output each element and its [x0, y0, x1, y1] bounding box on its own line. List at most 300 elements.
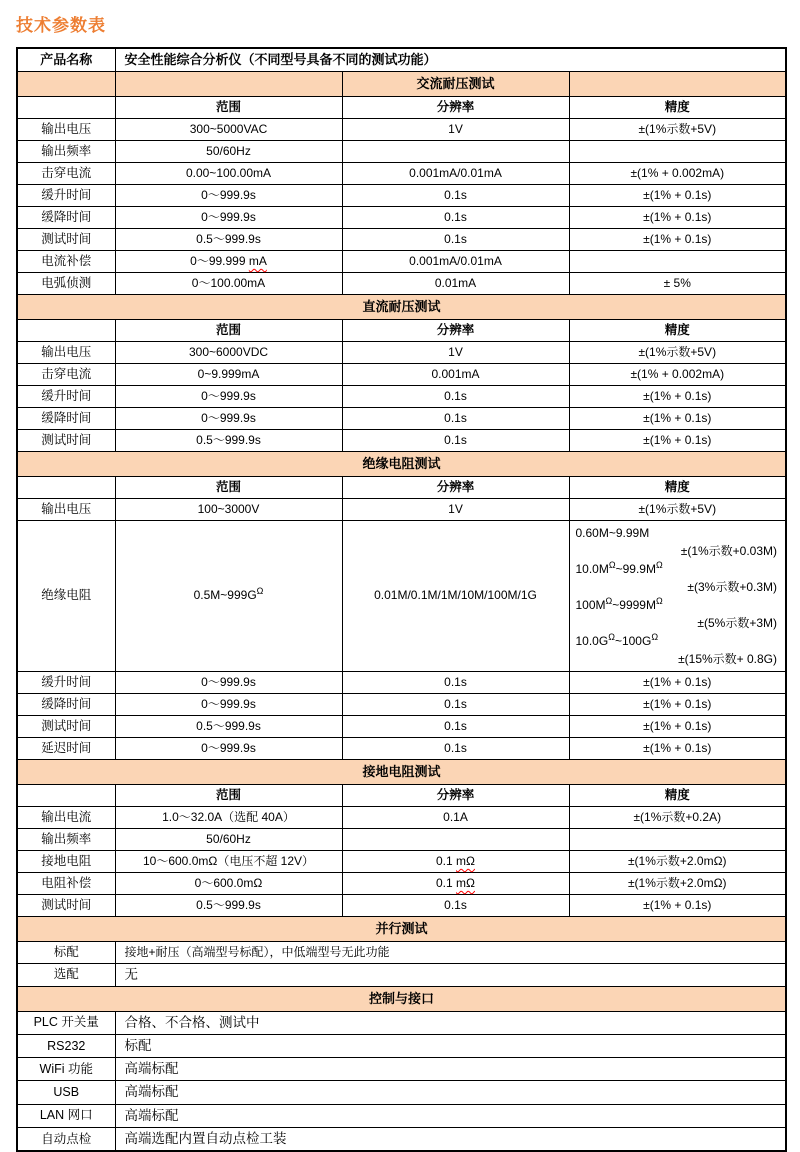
- table-row: [17, 1127, 786, 1151]
- accuracy-cell: [569, 498, 786, 520]
- row-label-cell: [17, 385, 115, 407]
- accuracy-cell: [569, 341, 786, 363]
- text-segment: 缓升时间: [41, 187, 92, 202]
- text-segment: 输出电压: [41, 501, 92, 516]
- column-header-empty: [17, 319, 115, 341]
- text-segment: ±(1%示数+0.2A): [633, 809, 722, 824]
- range-cell: [115, 118, 342, 140]
- table-row: [17, 850, 786, 872]
- row-label-cell: [17, 498, 115, 520]
- table-row: [17, 272, 786, 294]
- resolution-cell: [342, 162, 569, 184]
- resolution-cell: [342, 894, 569, 916]
- row-label-cell: [17, 206, 115, 228]
- text-segment: 0～999.9s: [201, 696, 256, 711]
- text-segment: 测试时间: [41, 718, 92, 733]
- resolution-cell: [342, 498, 569, 520]
- table-row: [17, 806, 786, 828]
- range-cell: [115, 407, 342, 429]
- accuracy-line: [576, 650, 780, 668]
- text-segment: 接地电阻: [41, 853, 92, 868]
- row-label-cell: [17, 140, 115, 162]
- table-row: [17, 1034, 786, 1057]
- row-label-cell: [17, 850, 115, 872]
- accuracy-cell: [569, 894, 786, 916]
- text-segment: ~99.9M: [615, 561, 656, 576]
- text-segment: 测试时间: [41, 432, 92, 447]
- text-segment: 缓升时间: [41, 674, 92, 689]
- section-title: 交流耐压测试: [342, 71, 569, 96]
- accuracy-line: [576, 560, 780, 578]
- row-label-cell: [17, 671, 115, 693]
- table-row: [17, 385, 786, 407]
- text-segment: ±(1%示数+5V): [638, 501, 717, 516]
- accuracy-cell: [569, 385, 786, 407]
- text-segment: 0～99.999: [190, 253, 249, 268]
- table-row: [17, 250, 786, 272]
- kv-label-cell: RS232: [17, 1034, 115, 1057]
- accuracy-cell: [569, 429, 786, 451]
- table-row: [17, 737, 786, 759]
- row-label-cell: [17, 118, 115, 140]
- omega-superscript: Ω: [655, 595, 663, 606]
- table-row: [17, 1011, 786, 1034]
- text-segment: 0.1s: [444, 209, 467, 224]
- text-segment: 0.001mA: [431, 366, 480, 381]
- table-row: [17, 228, 786, 250]
- text-segment: mA: [248, 253, 267, 268]
- resolution-cell: [342, 118, 569, 140]
- column-header: 范围: [115, 319, 342, 341]
- resolution-cell: [342, 850, 569, 872]
- accuracy-cell: [569, 520, 786, 671]
- text-segment: 0.1s: [444, 674, 467, 689]
- column-header: 分辨率: [342, 319, 569, 341]
- text-segment: 10～600.0mΩ（电压不超 12V）: [142, 853, 315, 868]
- column-header: 分辨率: [342, 96, 569, 118]
- row-label-cell: [17, 828, 115, 850]
- accuracy-cell: [569, 184, 786, 206]
- text-segment: 0.00~100.00mA: [185, 165, 272, 180]
- text-segment: 电流补偿: [41, 253, 92, 268]
- text-segment: ±(1%示数+2.0mΩ): [627, 875, 727, 890]
- range-cell: [115, 850, 342, 872]
- text-segment: 绝缘电阻: [41, 588, 92, 603]
- text-segment: 输出电流: [41, 809, 92, 824]
- section-cell-empty: [17, 71, 115, 96]
- row-label-cell: [17, 806, 115, 828]
- accuracy-cell: [569, 228, 786, 250]
- range-cell: [115, 806, 342, 828]
- resolution-cell: [342, 806, 569, 828]
- text-segment: 0.5M~999G: [193, 588, 257, 603]
- kv-label-cell: USB: [17, 1081, 115, 1104]
- accuracy-line: [576, 614, 780, 632]
- text-segment: 0.1s: [444, 388, 467, 403]
- text-segment: 输出频率: [41, 143, 92, 158]
- row-label-cell: [17, 272, 115, 294]
- text-segment: 0.1s: [444, 231, 467, 246]
- row-label-cell: [17, 341, 115, 363]
- resolution-cell: [342, 385, 569, 407]
- text-segment: 0.5～999.9s: [196, 231, 261, 246]
- text-segment: ±(1%示数+2.0mΩ): [627, 853, 727, 868]
- text-segment: ±(1% + 0.1s): [643, 718, 712, 733]
- accuracy-cell: [569, 693, 786, 715]
- text-segment: 0～999.9s: [201, 674, 256, 689]
- section-header-row: [17, 916, 786, 941]
- kv-value-cell: 合格、不合格、测试中: [115, 1011, 786, 1034]
- text-segment: mΩ: [456, 853, 475, 868]
- range-cell: [115, 737, 342, 759]
- accuracy-line: [576, 524, 780, 542]
- kv-label-cell: 选配: [17, 963, 115, 986]
- text-segment: 0.1s: [444, 432, 467, 447]
- column-header: 范围: [115, 476, 342, 498]
- resolution-cell: [342, 272, 569, 294]
- row-label-cell: [17, 363, 115, 385]
- resolution-cell: [342, 715, 569, 737]
- text-segment: ± 5%: [663, 275, 691, 290]
- omega-superscript: Ω: [655, 559, 663, 570]
- kv-value-cell: 接地+耐压（高端型号标配），中低端型号无此功能: [115, 941, 786, 963]
- table-row: [17, 1081, 786, 1104]
- table-row: [17, 520, 786, 671]
- row-label-cell: [17, 894, 115, 916]
- text-segment: 0.60M~9.99M: [575, 525, 650, 540]
- text-segment: 0.01mA: [434, 275, 477, 290]
- text-segment: 测试时间: [41, 231, 92, 246]
- accuracy-line: [576, 596, 780, 614]
- text-segment: 电阻补偿: [41, 875, 92, 890]
- resolution-cell: [342, 184, 569, 206]
- section-cell-empty: [569, 71, 786, 96]
- column-header: 精度: [569, 319, 786, 341]
- text-segment: ±(3%示数+0.3M): [687, 579, 778, 594]
- text-segment: ±(1% + 0.1s): [643, 674, 712, 689]
- resolution-cell: [342, 693, 569, 715]
- kv-label-cell: LAN 网口: [17, 1104, 115, 1127]
- text-segment: 300~5000VAC: [189, 121, 268, 136]
- text-segment: 0～999.9s: [201, 209, 256, 224]
- resolution-cell: [342, 250, 569, 272]
- column-header: 精度: [569, 784, 786, 806]
- section-cell-empty: [115, 71, 342, 96]
- table-row: [17, 784, 786, 806]
- text-segment: 输出电压: [41, 121, 92, 136]
- table-row: [17, 693, 786, 715]
- text-segment: 0～999.9s: [201, 410, 256, 425]
- row-label-cell: [17, 872, 115, 894]
- row-label-cell: [17, 407, 115, 429]
- kv-value-cell: 高端标配: [115, 1104, 786, 1127]
- row-label-cell: [17, 429, 115, 451]
- section-title: 并行测试: [17, 916, 786, 941]
- table-row: [17, 184, 786, 206]
- accuracy-cell: [569, 872, 786, 894]
- text-segment: 0.1s: [444, 897, 467, 912]
- range-cell: [115, 341, 342, 363]
- table-row: [17, 498, 786, 520]
- text-segment: 0.01M/0.1M/1M/10M/100M/1G: [374, 588, 537, 603]
- row-label-cell: [17, 715, 115, 737]
- text-segment: 0～999.9s: [201, 388, 256, 403]
- text-segment: ±(1% + 0.1s): [643, 410, 712, 425]
- section-header-row: [17, 71, 786, 96]
- table-row: [17, 96, 786, 118]
- text-segment: 缓降时间: [41, 410, 92, 425]
- section-title: 控制与接口: [17, 986, 786, 1011]
- table-row: [17, 828, 786, 850]
- resolution-cell: [342, 206, 569, 228]
- text-segment: 0.5～999.9s: [196, 718, 261, 733]
- column-header: 精度: [569, 476, 786, 498]
- omega-superscript: Ω: [651, 631, 659, 642]
- accuracy-line: [576, 542, 780, 560]
- text-segment: ±(1%示数+0.03M): [680, 543, 778, 558]
- resolution-cell: [342, 228, 569, 250]
- resolution-cell: [342, 872, 569, 894]
- resolution-cell: [342, 407, 569, 429]
- text-segment: 缓降时间: [41, 209, 92, 224]
- resolution-cell: [342, 737, 569, 759]
- omega-superscript: Ω: [608, 559, 616, 570]
- text-segment: 测试时间: [41, 897, 92, 912]
- column-header: 精度: [569, 96, 786, 118]
- text-segment: 0.001mA/0.01mA: [409, 165, 502, 180]
- accuracy-cell: [569, 671, 786, 693]
- accuracy-cell: [569, 118, 786, 140]
- text-segment: 输出频率: [41, 831, 92, 846]
- text-segment: ±(1%示数+5V): [638, 344, 717, 359]
- text-segment: ±(1% + 0.002mA): [630, 165, 725, 180]
- column-header-empty: [17, 96, 115, 118]
- range-cell: [115, 250, 342, 272]
- accuracy-line: [576, 578, 780, 596]
- text-segment: 0.1A: [443, 809, 468, 824]
- range-cell: [115, 429, 342, 451]
- accuracy-cell: [569, 206, 786, 228]
- table-row: [17, 1058, 786, 1081]
- range-cell: [115, 162, 342, 184]
- column-header: 分辨率: [342, 476, 569, 498]
- text-segment: ±(1% + 0.1s): [643, 740, 712, 755]
- table-row: [17, 48, 786, 71]
- text-segment: 1V: [448, 501, 463, 516]
- resolution-cell: [342, 429, 569, 451]
- text-segment: ±(1% + 0.1s): [643, 231, 712, 246]
- kv-value-cell: 高端选配内置自动点检工装: [115, 1127, 786, 1151]
- range-cell: [115, 520, 342, 671]
- accuracy-cell: [569, 828, 786, 850]
- text-segment: ±(1% + 0.1s): [643, 696, 712, 711]
- text-segment: 0～100.00mA: [191, 275, 266, 290]
- section-title: 接地电阻测试: [17, 759, 786, 784]
- text-segment: 1V: [448, 121, 463, 136]
- text-segment: 0.1s: [444, 410, 467, 425]
- resolution-cell: [342, 520, 569, 671]
- text-segment: ±(1% + 0.1s): [643, 388, 712, 403]
- text-segment: 0～600.0mΩ: [194, 875, 263, 890]
- text-segment: 缓升时间: [41, 388, 92, 403]
- kv-label-cell: WiFi 功能: [17, 1058, 115, 1081]
- text-segment: 延迟时间: [41, 740, 92, 755]
- table-row: [17, 1104, 786, 1127]
- accuracy-cell: [569, 272, 786, 294]
- accuracy-cell: [569, 140, 786, 162]
- product-label-cell: 产品名称: [17, 48, 115, 71]
- range-cell: [115, 228, 342, 250]
- omega-superscript: Ω: [256, 586, 264, 597]
- text-segment: 0.5～999.9s: [196, 897, 261, 912]
- kv-value-cell: 高端标配: [115, 1081, 786, 1104]
- accuracy-cell: [569, 250, 786, 272]
- table-row: [17, 963, 786, 986]
- table-row: [17, 319, 786, 341]
- text-segment: ±(15%示数+ 0.8G): [678, 651, 778, 666]
- accuracy-line: [576, 632, 780, 650]
- text-segment: 1V: [448, 344, 463, 359]
- range-cell: [115, 894, 342, 916]
- accuracy-cell: [569, 715, 786, 737]
- text-segment: ±(5%示数+3M): [697, 615, 778, 630]
- text-segment: 100~3000V: [197, 501, 260, 516]
- text-segment: 10.0G: [575, 633, 609, 648]
- accuracy-cell: [569, 162, 786, 184]
- text-segment: 0.1s: [444, 187, 467, 202]
- resolution-cell: [342, 828, 569, 850]
- range-cell: [115, 206, 342, 228]
- text-segment: 0.001mA/0.01mA: [409, 253, 502, 268]
- text-segment: ±(1% + 0.1s): [643, 187, 712, 202]
- kv-label-cell: PLC 开关量: [17, 1011, 115, 1034]
- column-header: 范围: [115, 784, 342, 806]
- table-row: [17, 894, 786, 916]
- row-label-cell: [17, 228, 115, 250]
- text-segment: 击穿电流: [41, 165, 92, 180]
- range-cell: [115, 872, 342, 894]
- section-header-row: [17, 759, 786, 784]
- range-cell: [115, 272, 342, 294]
- text-segment: 300~6000VDC: [188, 344, 269, 359]
- text-segment: mΩ: [456, 875, 475, 890]
- page-title: 技术参数表: [16, 16, 106, 35]
- range-cell: [115, 498, 342, 520]
- text-segment: 50/60Hz: [206, 143, 251, 158]
- range-cell: [115, 828, 342, 850]
- row-label-cell: [17, 737, 115, 759]
- text-segment: 0~9.999mA: [197, 366, 260, 381]
- text-segment: 击穿电流: [41, 366, 92, 381]
- text-segment: ±(1%示数+5V): [638, 121, 717, 136]
- row-label-cell: [17, 162, 115, 184]
- resolution-cell: [342, 363, 569, 385]
- resolution-cell: [342, 341, 569, 363]
- row-label-cell: [17, 693, 115, 715]
- column-header: 分辨率: [342, 784, 569, 806]
- kv-label-cell: 自动点检: [17, 1127, 115, 1151]
- accuracy-cell: [569, 363, 786, 385]
- text-segment: ±(1% + 0.1s): [643, 432, 712, 447]
- text-segment: ±(1% + 0.1s): [643, 897, 712, 912]
- product-name-cell: 安全性能综合分析仪（不同型号具备不同的测试功能）: [115, 48, 786, 71]
- column-header-empty: [17, 476, 115, 498]
- section-header-row: [17, 451, 786, 476]
- text-segment: ±(1% + 0.1s): [643, 209, 712, 224]
- resolution-cell: [342, 140, 569, 162]
- table-row: [17, 118, 786, 140]
- section-title: 绝缘电阻测试: [17, 451, 786, 476]
- table-row: [17, 363, 786, 385]
- table-row: [17, 671, 786, 693]
- kv-label-cell: 标配: [17, 941, 115, 963]
- column-header: 范围: [115, 96, 342, 118]
- row-label-cell: [17, 250, 115, 272]
- section-header-row: [17, 986, 786, 1011]
- text-segment: ~100G: [614, 633, 652, 648]
- table-row: [17, 407, 786, 429]
- text-segment: 1.0～32.0A（选配 40A）: [162, 809, 295, 824]
- text-segment: 0.1s: [444, 696, 467, 711]
- table-row: [17, 341, 786, 363]
- range-cell: [115, 385, 342, 407]
- table-row: [17, 941, 786, 963]
- text-segment: 0.1s: [444, 740, 467, 755]
- table-row: [17, 872, 786, 894]
- text-segment: ±(1% + 0.002mA): [630, 366, 725, 381]
- spec-table: [16, 47, 787, 1152]
- text-segment: 电弧侦测: [41, 275, 92, 290]
- table-row: [17, 162, 786, 184]
- accuracy-cell: [569, 407, 786, 429]
- accuracy-cell: [569, 737, 786, 759]
- text-segment: 0.1: [436, 875, 457, 890]
- table-row: [17, 715, 786, 737]
- accuracy-cell: [569, 850, 786, 872]
- resolution-cell: [342, 671, 569, 693]
- table-row: [17, 140, 786, 162]
- text-segment: 0.1s: [444, 718, 467, 733]
- kv-value-cell: 无: [115, 963, 786, 986]
- range-cell: [115, 715, 342, 737]
- section-title: 直流耐压测试: [17, 294, 786, 319]
- text-segment: 100M: [575, 597, 606, 612]
- column-header-empty: [17, 784, 115, 806]
- range-cell: [115, 693, 342, 715]
- text-segment: 0.5～999.9s: [196, 432, 261, 447]
- section-header-row: [17, 294, 786, 319]
- table-row: [17, 476, 786, 498]
- row-label-cell: [17, 520, 115, 671]
- text-segment: 0～999.9s: [201, 740, 256, 755]
- accuracy-cell: [569, 806, 786, 828]
- kv-value-cell: 标配: [115, 1034, 786, 1057]
- table-row: [17, 429, 786, 451]
- text-segment: 50/60Hz: [206, 831, 251, 846]
- table-row: [17, 206, 786, 228]
- text-segment: 输出电压: [41, 344, 92, 359]
- text-segment: 0.1: [436, 853, 457, 868]
- text-segment: 0～999.9s: [201, 187, 256, 202]
- range-cell: [115, 184, 342, 206]
- omega-superscript: Ω: [605, 595, 613, 606]
- range-cell: [115, 363, 342, 385]
- text-segment: ~9999M: [612, 597, 656, 612]
- range-cell: [115, 671, 342, 693]
- row-label-cell: [17, 184, 115, 206]
- text-segment: 10.0M: [575, 561, 609, 576]
- kv-value-cell: 高端标配: [115, 1058, 786, 1081]
